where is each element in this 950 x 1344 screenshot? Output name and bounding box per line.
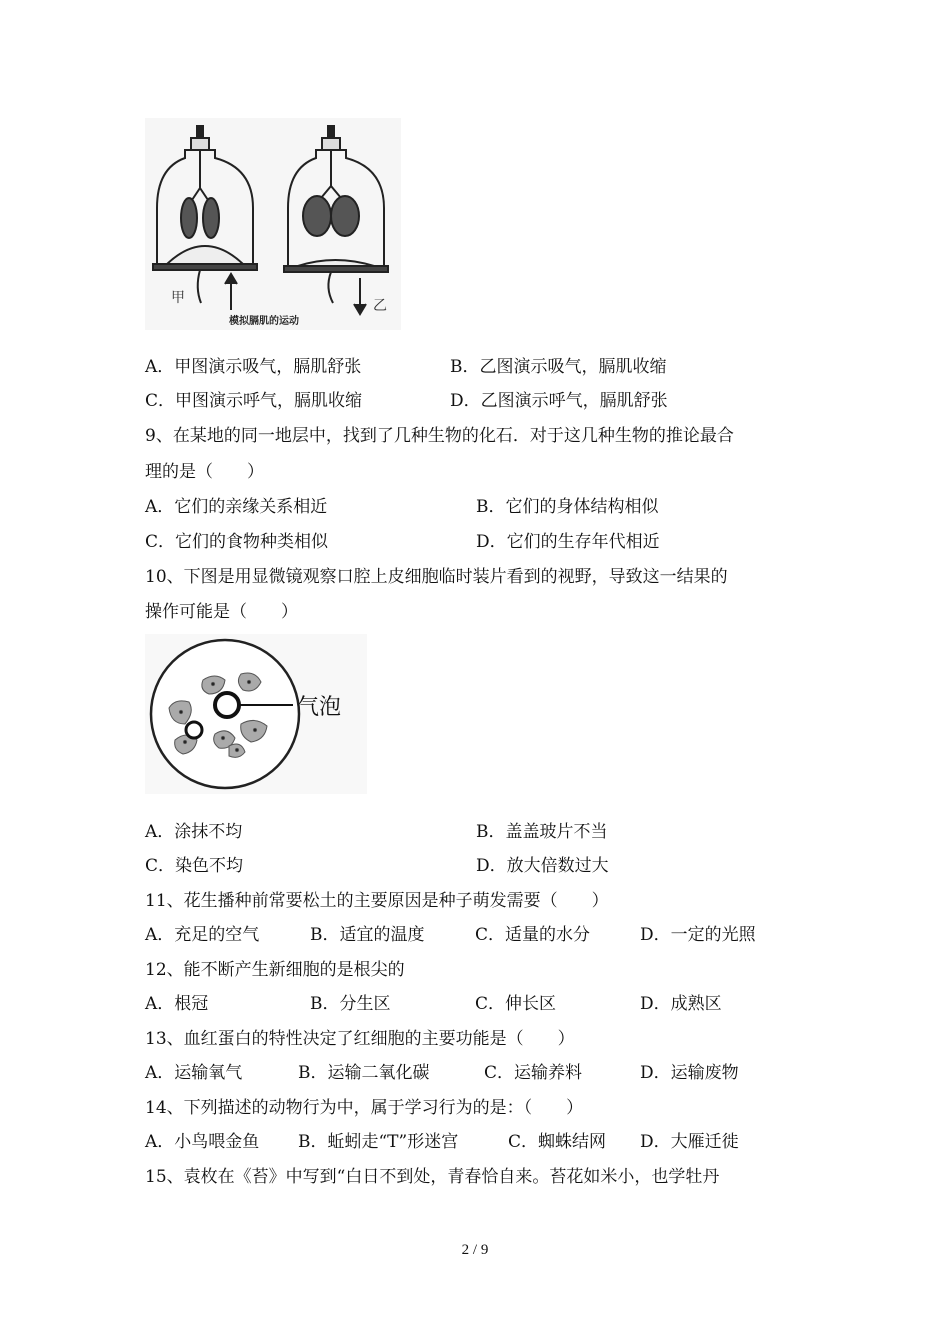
q13-option-a[interactable]: A．运输氧气 — [145, 1063, 243, 1083]
q14-option-a[interactable]: A．小鸟喂金鱼 — [145, 1132, 260, 1152]
q9-option-c[interactable]: C．它们的食物种类相似 — [145, 532, 329, 552]
label-right: 乙 — [373, 298, 387, 314]
q11-option-b[interactable]: B．适宜的温度 — [310, 925, 425, 945]
q12-stem: 12、能不断产生新细胞的是根尖的 — [145, 960, 405, 980]
diaphragm-model-figure — [145, 118, 401, 330]
q10-option-b[interactable]: B．盖盖玻片不当 — [476, 822, 608, 842]
q14-option-b[interactable]: B．蚯蚓走“T”形迷宫 — [298, 1132, 459, 1152]
q9-option-d[interactable]: D．它们的生存年代相近 — [476, 532, 660, 552]
q11-option-d[interactable]: D．一定的光照 — [640, 925, 756, 945]
bubble-small — [186, 722, 202, 738]
q8-option-d[interactable]: D．乙图演示呼气，膈肌舒张 — [450, 391, 668, 411]
q8-option-b[interactable]: B．乙图演示吸气，膈肌收缩 — [450, 357, 667, 377]
q11-option-a[interactable]: A．充足的空气 — [145, 925, 260, 945]
q14-option-d[interactable]: D．大雁迁徙 — [640, 1132, 739, 1152]
bubble-label: 气泡 — [297, 695, 342, 720]
q14-stem: 14、下列描述的动物行为中，属于学习行为的是：（ ） — [145, 1098, 584, 1118]
q10-option-a[interactable]: A．涂抹不均 — [145, 822, 243, 842]
q11-option-c[interactable]: C．适量的水分 — [475, 925, 591, 945]
page-number: 2 / 9 — [461, 1242, 489, 1258]
q9-stem-line1: 9、在某地的同一地层中，找到了几种生物的化石．对于这几种生物的推论最合 — [145, 426, 734, 446]
q10-option-c[interactable]: C．染色不均 — [145, 856, 244, 876]
q12-option-d[interactable]: D．成熟区 — [640, 994, 722, 1014]
q10-stem-line2: 操作可能是（ ） — [145, 602, 298, 622]
microscope-view-figure — [145, 634, 367, 794]
q10-stem-line1: 10、下图是用显微镜观察口腔上皮细胞临时装片看到的视野，导致这一结果的 — [145, 567, 728, 587]
q9-option-a[interactable]: A．它们的亲缘关系相近 — [145, 497, 328, 517]
q10-option-d[interactable]: D．放大倍数过大 — [476, 856, 609, 876]
q15-stem-line1: 15、袁枚在《苔》中写到“白日不到处，青春恰自来。苔花如米小，也学牡丹 — [145, 1167, 720, 1187]
figure-caption: 模拟膈肌的运动 — [229, 316, 299, 327]
q11-stem: 11、花生播种前常要松土的主要原因是种子萌发需要（ ） — [145, 891, 609, 911]
q8-option-c[interactable]: C．甲图演示呼气，膈肌收缩 — [145, 391, 363, 411]
bubble-large — [215, 693, 239, 717]
q14-option-c[interactable]: C．蜘蛛结网 — [508, 1132, 607, 1152]
q12-option-b[interactable]: B．分生区 — [310, 994, 391, 1014]
q8-option-a[interactable]: A．甲图演示吸气，膈肌舒张 — [145, 357, 362, 377]
label-left: 甲 — [171, 290, 185, 306]
q13-option-d[interactable]: D．运输废物 — [640, 1063, 739, 1083]
q9-stem-line2: 理的是（ ） — [145, 462, 264, 482]
q13-option-c[interactable]: C．运输养料 — [484, 1063, 583, 1083]
q13-option-b[interactable]: B．运输二氧化碳 — [298, 1063, 430, 1083]
q12-option-a[interactable]: A．根冠 — [145, 994, 209, 1014]
q13-stem: 13、血红蛋白的特性决定了红细胞的主要功能是（ ） — [145, 1029, 575, 1049]
q9-option-b[interactable]: B．它们的身体结构相似 — [476, 497, 659, 517]
q12-option-c[interactable]: C．伸长区 — [475, 994, 557, 1014]
